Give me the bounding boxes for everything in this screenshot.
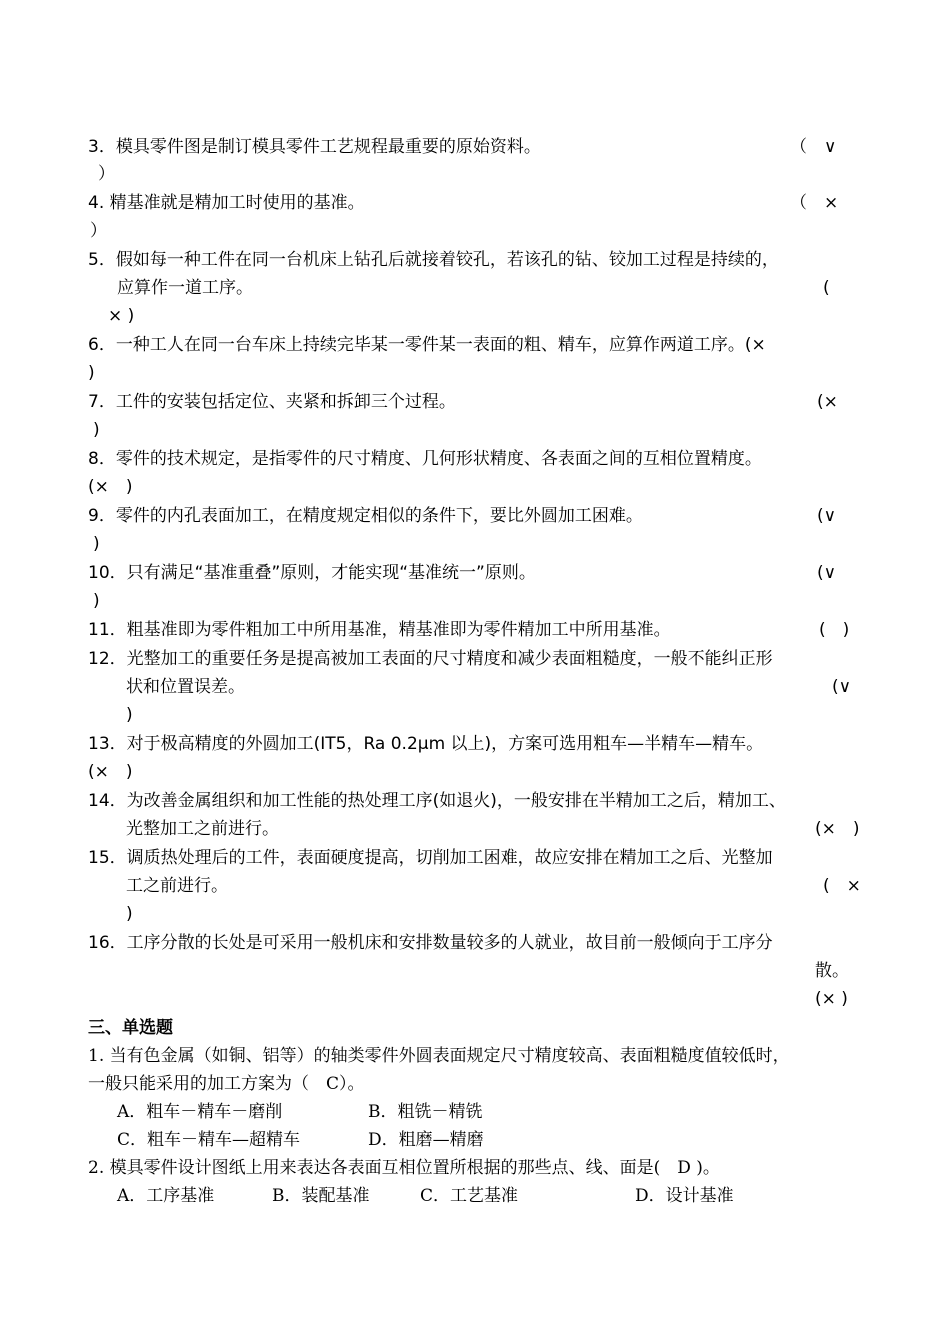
tf-answer-14: (× ) — [815, 819, 860, 839]
tf-answer-15-close: ) — [126, 904, 133, 924]
tf-answer-16: (× ) — [815, 989, 848, 1009]
tf-question-5: 5．假如每一种工件在同一台机床上钻孔后就接着铰孔，若该孔的钻、铰加工过程是持续的， — [88, 250, 779, 270]
tf-question-7: 7．工件的安装包括定位、夹紧和拆卸三个过程。 — [88, 392, 456, 412]
tf-answer-11: ( ) — [819, 620, 850, 640]
mc-option-2d: D．设计基准 — [635, 1186, 734, 1206]
mc-option-2b: B．装配基准 — [272, 1186, 370, 1206]
mc-question-1-line2: 一般只能采用的加工方案为（ C）。 — [88, 1074, 365, 1094]
mc-option-1c: C．粗车－精车—超精车 — [117, 1130, 301, 1150]
tf-question-15: 15．调质热处理后的工件，表面硬度提高，切削加工困难，故应安排在精加工之后、光整加 — [88, 848, 773, 868]
tf-question-4: 4. 精基准就是精加工时使用的基准。 — [88, 193, 365, 213]
tf-question-14-line2: 光整加工之前进行。 — [126, 819, 279, 839]
tf-question-8: 8．零件的技术规定，是指零件的尺寸精度、几何形状精度、各表面之间的互相位置精度。 — [88, 449, 762, 469]
tf-question-11: 11．粗基准即为零件粗加工中所用基准，精基准即为零件精加工中所用基准。 — [88, 620, 671, 640]
tf-answer-3-close: ） — [98, 164, 115, 184]
mc-question-1: 1. 当有色金属（如铜、铝等）的轴类零件外圆表面规定尺寸精度较高、表面粗糙度值较低时， — [88, 1046, 790, 1066]
tf-answer-3: （ ∨ — [790, 137, 837, 157]
tf-answer-7-close: ) — [93, 420, 100, 440]
tf-answer-9-close: ) — [93, 534, 100, 554]
tf-answer-12-close: ) — [126, 705, 133, 725]
tf-question-5-line2: 应算作一道工序。 — [117, 278, 253, 298]
mc-option-1b: B．粗铣－精铣 — [368, 1102, 483, 1122]
tf-answer-5-close: × ) — [108, 306, 135, 326]
tf-question-10: 10．只有满足“基准重叠”原则，才能实现“基准统一”原则。 — [88, 563, 536, 583]
section-title: 三、单选题 — [88, 1018, 173, 1038]
tf-answer-12: (∨ — [832, 677, 852, 697]
tf-question-16-line2: 散。 — [815, 961, 849, 981]
tf-answer-10: (∨ — [817, 563, 837, 583]
tf-answer-9: (∨ — [817, 506, 837, 526]
mc-option-1a: A．粗车－精车－磨削 — [117, 1102, 283, 1122]
tf-question-12: 12．光整加工的重要任务是提高被加工表面的尺寸精度和减少表面粗糙度，一般不能纠正形 — [88, 649, 773, 669]
tf-answer-5: ( — [823, 278, 830, 298]
tf-question-9: 9．零件的内孔表面加工，在精度规定相似的条件下，要比外圆加工困难。 — [88, 506, 643, 526]
tf-question-12-line2: 状和位置误差。 — [126, 677, 245, 697]
tf-question-16: 16．工序分散的长处是可采用一般机床和安排数量较多的人就业，故目前一般倾向于工序分 — [88, 933, 773, 953]
tf-answer-8: (× ) — [88, 477, 133, 497]
tf-question-3: 3．模具零件图是制订模具零件工艺规程最重要的原始资料。 — [88, 137, 541, 157]
tf-answer-13: (× ) — [88, 762, 133, 782]
tf-answer-4-close: ） — [90, 221, 107, 241]
tf-question-15-line2: 工之前进行。 — [126, 876, 228, 896]
tf-question-14: 14．为改善金属组织和加工性能的热处理工序(如退火)，一般安排在半精加工之后，精加工、 — [88, 791, 786, 811]
tf-answer-4: （ × — [790, 193, 839, 213]
mc-question-2: 2. 模具零件设计图纸上用来表达各表面互相位置所根据的那些点、线、面是( D )。 — [88, 1158, 720, 1178]
tf-answer-7: (× — [817, 392, 838, 412]
tf-question-6: 6．一种工人在同一台车床上持续完毕某一零件某一表面的粗、精车，应算作两道工序。(× — [88, 335, 766, 355]
tf-answer-6-close: ) — [88, 363, 95, 383]
mc-option-2c: C．工艺基准 — [420, 1186, 519, 1206]
tf-answer-10-close: ) — [93, 591, 100, 611]
tf-question-13: 13．对于极高精度的外圆加工(IT5，Ra 0.2μm 以上)，方案可选用粗车—半精车—精车。 — [88, 734, 764, 754]
mc-option-2a: A．工序基准 — [117, 1186, 215, 1206]
tf-answer-15: ( × — [823, 876, 861, 896]
mc-option-1d: D．粗磨—精磨 — [368, 1130, 484, 1150]
